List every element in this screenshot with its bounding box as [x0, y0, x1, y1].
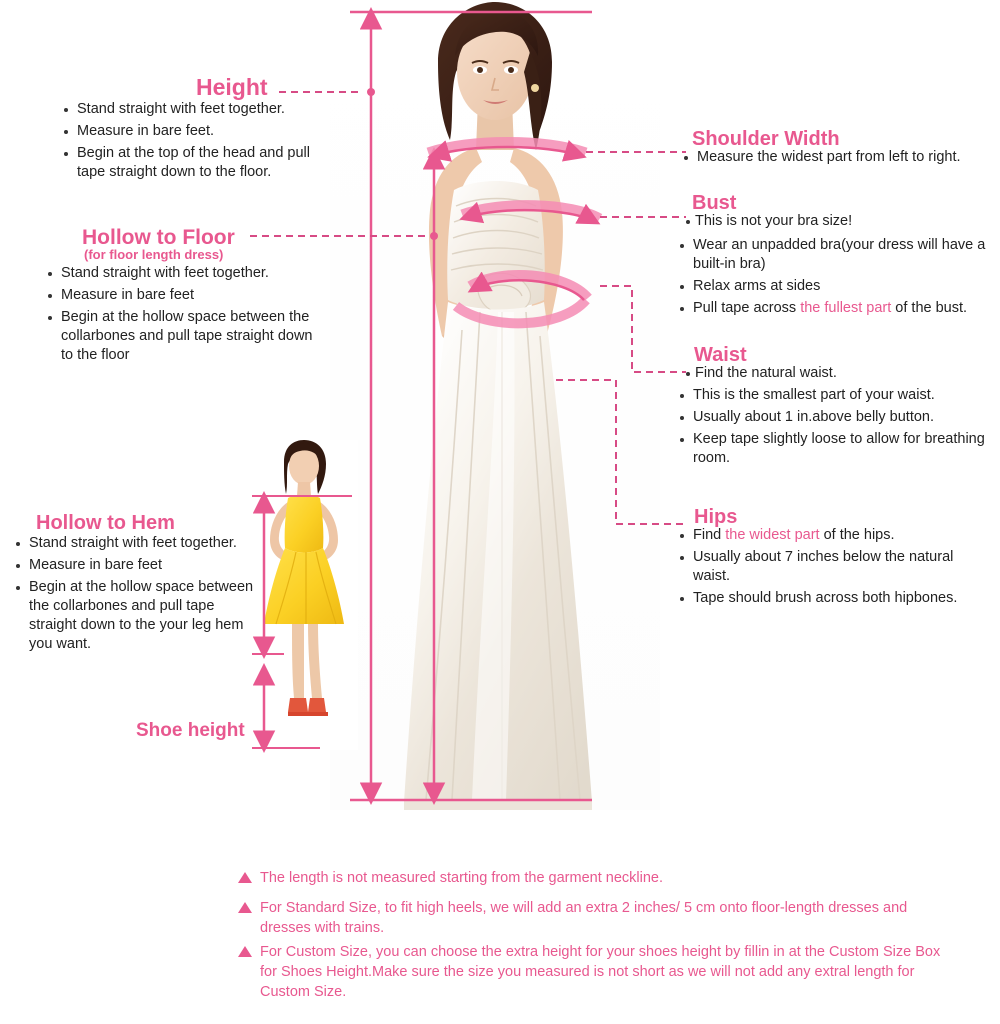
- note-text: For Standard Size, to fit high heels, we will add an extra 2 inches/ 5 cm onto floor-length dresses and dresses with trains.: [260, 900, 908, 936]
- note-text: For Custom Size, you can choose the extra height for your shoes height by fillin in at the Custom Size Box for Shoes Height.Make sure the size you measured is not short as we will not add any extral length for Custom Size.: [260, 944, 941, 1000]
- list-item: Stand straight with feet together.: [62, 100, 342, 119]
- hollow-to-floor-heading: Hollow to Floor: [82, 226, 235, 249]
- list-item: Measure in bare feet: [14, 556, 254, 575]
- list-item: Stand straight with feet together.: [14, 534, 254, 553]
- hips-highlight: the widest part: [725, 527, 820, 543]
- list-item: This is not your bra size!: [684, 212, 996, 231]
- height-list: [62, 100, 342, 185]
- list-item: Begin at the hollow space between the collarbones and pull tape straight down to the floor: [46, 308, 326, 365]
- list-item: Usually about 1 in.above belly button.: [678, 408, 994, 427]
- shoe-height-heading: Shoe height: [136, 720, 245, 741]
- height-heading: Height: [196, 74, 268, 100]
- shoulder-width-list: [682, 148, 994, 170]
- list-item: Begin at the top of the head and pull tape straight down to the floor.: [62, 144, 342, 182]
- bust-list: [678, 236, 994, 321]
- note-1: [238, 868, 978, 888]
- list-item: This is the smallest part of your waist.: [678, 386, 994, 405]
- hips-list: [678, 526, 994, 611]
- warning-triangle-icon: [238, 946, 252, 957]
- list-item: Relax arms at sides: [678, 277, 994, 296]
- list-item: Measure in bare feet: [46, 286, 326, 305]
- list-item: Pull tape across the fullest part of the bust.: [678, 299, 994, 318]
- warning-triangle-icon: [238, 872, 252, 883]
- list-item: Usually about 7 inches below the natural waist.: [678, 548, 994, 586]
- waist-list: [678, 386, 994, 471]
- list-item: Stand straight with feet together.: [46, 264, 326, 283]
- hollow-to-hem-list: [14, 534, 254, 657]
- bust-heading: Bust: [692, 192, 737, 214]
- list-item: Find the widest part of the hips.: [678, 526, 994, 545]
- warning-triangle-icon: [238, 902, 252, 913]
- bust-highlight: the fullest part: [800, 300, 892, 316]
- hollow-to-floor-list: [46, 264, 326, 368]
- list-item: Find the natural waist.: [684, 364, 996, 383]
- list-item: Wear an unpadded bra(your dress will have a built-in bra): [678, 236, 994, 274]
- waist-lead: [684, 364, 996, 386]
- list-item: Measure the widest part from left to right.: [682, 148, 994, 167]
- note-2: [238, 898, 938, 938]
- hollow-to-floor-subheading: (for floor length dress): [84, 247, 224, 262]
- waist-heading: Waist: [694, 344, 747, 366]
- hips-heading: Hips: [694, 506, 738, 528]
- note-text: The length is not measured starting from the garment neckline.: [260, 870, 663, 886]
- hollow-to-hem-heading: Hollow to Hem: [36, 512, 175, 534]
- list-item: Keep tape slightly loose to allow for breathing room.: [678, 430, 994, 468]
- list-item: Measure in bare feet.: [62, 122, 342, 141]
- shoulder-width-heading: Shoulder Width: [692, 128, 840, 150]
- bust-lead: [684, 212, 996, 234]
- note-3: [238, 942, 958, 1002]
- list-item: Tape should brush across both hipbones.: [678, 589, 994, 608]
- list-item: Begin at the hollow space between the collarbones and pull tape straight down to the your leg hem you want.: [14, 578, 254, 654]
